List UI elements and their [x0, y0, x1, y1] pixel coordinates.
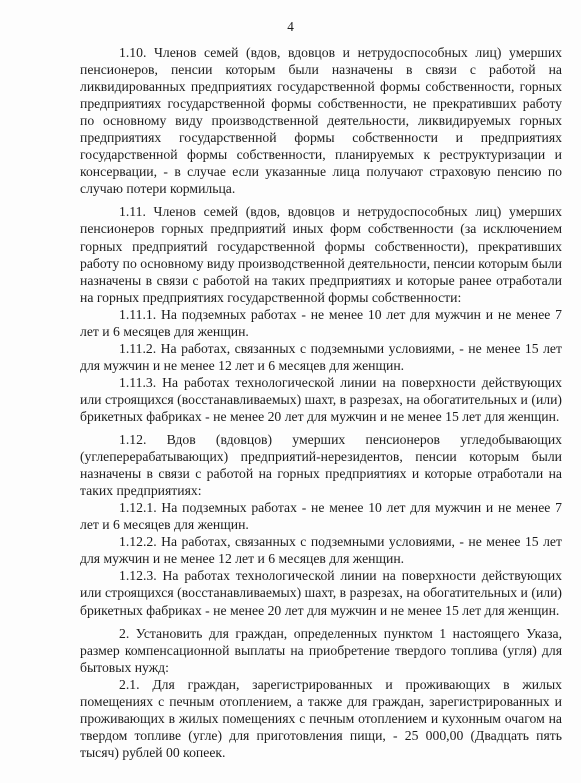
- paragraph-1-11: 1.11. Членов семей (вдов, вдовцов и нетрудоспособных лиц) умерших пенсионеров горных предприятий иных форм собственности (за исключением горных предприятий государственной формы собственности), прекративших работу по основному виду производственной деятельности, пенсии которым были назначены в связи с работой на таких предприятиях и которые ранее отработали на горных предприятиях государственной формы собственности:: [80, 204, 563, 305]
- paragraph-1-11-1: 1.11.1. На подземных работах - не менее 10 лет для мужчин и не менее 7 лет и 6 месяцев для женщин.: [80, 306, 562, 339]
- paragraph-1-11-3: 1.11.3. На работах технологической линии на поверхности действующих или строящихся (восстанавливаемых) шахт, в разрезах, на обогатительных и (или) брикетных фабриках - не менее 20 лет для мужчин и не менее 15 лет для женщин.: [80, 374, 562, 424]
- paragraph-1-11-2: 1.11.2. На работах, связанных с подземными условиями, - не менее 15 лет для мужчин и не менее 12 лет и 6 месяцев для женщин.: [80, 340, 562, 373]
- paragraph-1-12: 1.12. Вдов (вдовцов) умерших пенсионеров угледобывающих (углеперерабатывающих) предприятий-нерезидентов, пенсии которым были назначены в связи с работой на горных предприятиях и которые отработали на таких предприятиях:: [80, 432, 562, 499]
- paragraph-2: 2. Установить для граждан, определенных пунктом 1 настоящего Указа, размер компенсационной выплаты на приобретение твердого топлива (угля) для бытовых нужд:: [80, 625, 562, 675]
- paragraph-1-12-1: 1.12.1. На подземных работах - не менее 10 лет для мужчин и не менее 7 лет и 6 месяцев для женщин.: [80, 500, 562, 533]
- page-number: 4: [287, 19, 294, 34]
- document-body: [80, 44, 562, 761]
- paragraph-1-12-2: 1.12.2. На работах, связанных с подземными условиями, - не менее 15 лет для мужчин и не менее 12 лет и 6 месяцев для женщин.: [80, 534, 562, 567]
- paragraph-1-12-3: 1.12.3. На работах технологической линии на поверхности действующих или строящихся (восстанавливаемых) шахт, в разрезах, на обогатительных и (или) брикетных фабриках - не менее 20 лет для мужчин и не менее 15 лет для женщин.: [80, 568, 562, 618]
- paragraph-1-10: 1.10. Членов семей (вдов, вдовцов и нетрудоспособных лиц) умерших пенсионеров, пенсии которым были назначены в связи с работой на ликвидированных предприятиях государственной формы собственности, горных предприятиях государственной формы собственности, не прекративших работу по основному виду производственной деятельности, ликвидируемых горных предприятиях государственной формы собственности и предприятиях государственной формы собственности, планируемых к реструктуризации и консервации, - в случае если указанные лица получают страховую пенсию по случаю потери кормильца.: [80, 45, 562, 197]
- paragraph-2-1: 2.1. Для граждан, зарегистрированных и проживающих в жилых помещениях с печным отоплением, а также для граждан, зарегистрированных и проживающих в жилых помещениях с печным отоплением и кухонным очагом на твердом топливе (угле) для приготовления пищи, - 25 000,00 (Двадцать пять тысяч) рублей 00 копеек.: [80, 676, 562, 760]
